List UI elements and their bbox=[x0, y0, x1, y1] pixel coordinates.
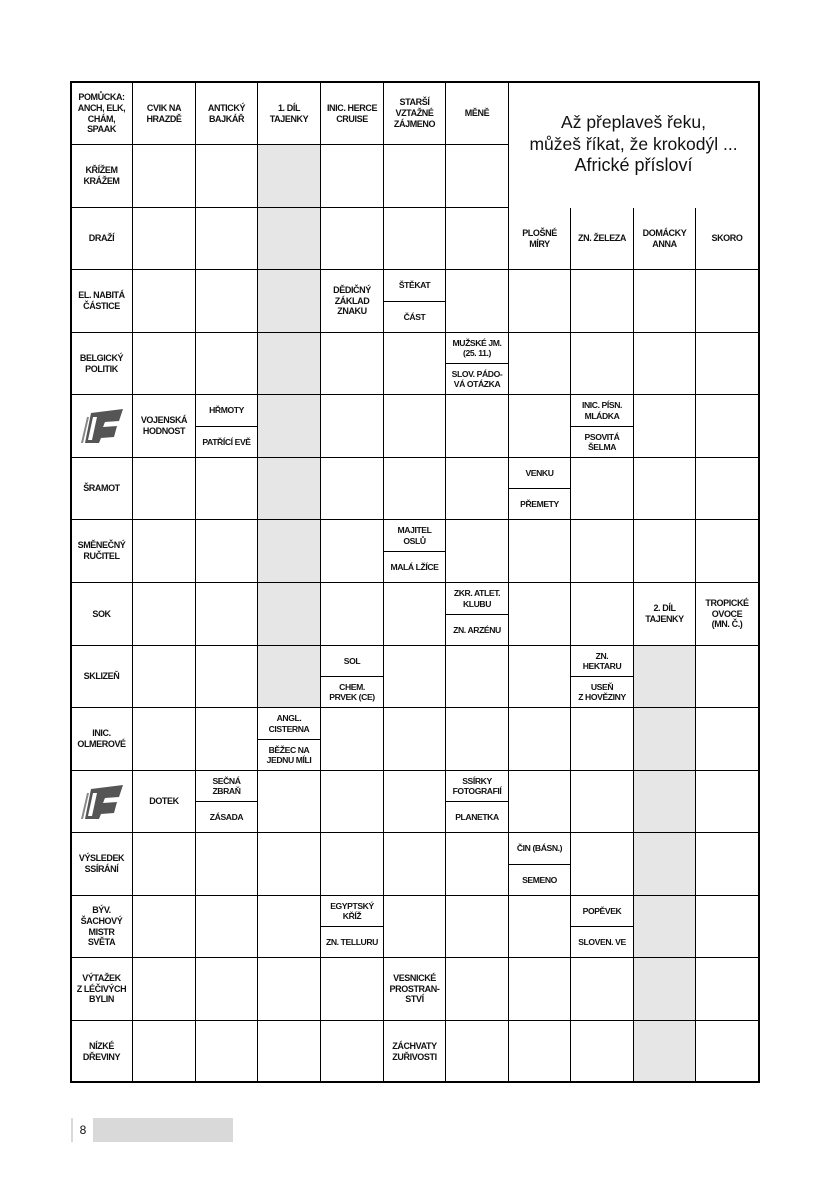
answer-cell[interactable] bbox=[446, 458, 509, 520]
solution-cell-shaded[interactable] bbox=[258, 646, 321, 708]
solution-cell-shaded[interactable] bbox=[258, 395, 321, 458]
solution-cell-shaded[interactable] bbox=[634, 708, 696, 771]
clue-cell: VESNICKÉ PROSTRAN- STVÍ bbox=[384, 958, 446, 1021]
publisher-logo-icon bbox=[79, 783, 125, 821]
clue-cell-split: MAJITEL OSLŮ bbox=[384, 520, 446, 552]
answer-cell[interactable] bbox=[446, 896, 509, 958]
answer-cell[interactable] bbox=[509, 958, 571, 1021]
clue-cell: KŘÍŽEM KRÁŽEM bbox=[71, 145, 133, 208]
answer-cell[interactable] bbox=[321, 833, 384, 896]
answer-cell[interactable] bbox=[196, 896, 258, 958]
answer-cell[interactable] bbox=[509, 395, 571, 458]
clue-cell: SKORO bbox=[696, 208, 759, 270]
solution-cell-shaded[interactable] bbox=[634, 771, 696, 833]
answer-cell[interactable] bbox=[321, 708, 384, 771]
solution-cell-shaded[interactable] bbox=[634, 1021, 696, 1083]
clue-cell: PLOŠNÉ MÍRY bbox=[509, 208, 571, 270]
solution-cell-shaded[interactable] bbox=[258, 333, 321, 395]
solution-cell-shaded[interactable] bbox=[634, 958, 696, 1021]
answer-cell[interactable] bbox=[509, 583, 571, 646]
answer-cell[interactable] bbox=[258, 1021, 321, 1083]
answer-cell[interactable] bbox=[634, 270, 696, 333]
answer-cell[interactable] bbox=[384, 208, 446, 270]
answer-cell[interactable] bbox=[196, 646, 258, 708]
answer-cell[interactable] bbox=[133, 583, 196, 646]
answer-cell[interactable] bbox=[133, 458, 196, 520]
clue-cell-split: SEČNÁ ZBRAŇ bbox=[196, 771, 258, 802]
answer-cell[interactable] bbox=[196, 145, 258, 208]
quote-line-2: můžeš říkat, že krokodýl ... bbox=[529, 133, 738, 154]
clue-cell-split: ZN. HEKTARU bbox=[571, 646, 634, 677]
answer-cell[interactable] bbox=[321, 208, 384, 270]
solution-cell-shaded[interactable] bbox=[258, 145, 321, 208]
clue-cell-split: MUŽSKÉ JM. (25. 11.) bbox=[446, 333, 509, 364]
clue-cell: 1. DÍL TAJENKY bbox=[258, 83, 321, 145]
answer-cell[interactable] bbox=[384, 395, 446, 458]
answer-cell[interactable] bbox=[321, 395, 384, 458]
clue-cell: DRAŽÍ bbox=[71, 208, 133, 270]
answer-cell[interactable] bbox=[258, 896, 321, 958]
clue-cell-split: PATŘÍCÍ EVĚ bbox=[196, 427, 258, 458]
clue-cell-split: BĚŽEC NA JEDNU MÍLI bbox=[258, 740, 321, 771]
clue-cell: VÝTAŽEK Z LÉČIVÝCH BYLIN bbox=[71, 958, 133, 1021]
answer-cell[interactable] bbox=[384, 458, 446, 520]
clue-cell: INIC. HERCE CRUISE bbox=[321, 83, 384, 145]
clue-cell: INIC. OLMEROVÉ bbox=[71, 708, 133, 771]
clue-cell: ZÁCHVATY ZUŘIVOSTI bbox=[384, 1021, 446, 1083]
clue-cell: TROPICKÉ OVOCE (MN. Č.) bbox=[696, 583, 759, 646]
answer-cell[interactable] bbox=[384, 333, 446, 395]
clue-cell-split: SSÍRKY FOTOGRAFIÍ bbox=[446, 771, 509, 802]
answer-cell[interactable] bbox=[571, 1021, 634, 1083]
answer-cell[interactable] bbox=[696, 520, 759, 583]
answer-cell[interactable] bbox=[321, 458, 384, 520]
answer-cell[interactable] bbox=[133, 646, 196, 708]
answer-cell[interactable] bbox=[133, 708, 196, 771]
clue-cell-split: ANGL. CISTERNA bbox=[258, 708, 321, 740]
clue-cell-split: ŠTĚKAT bbox=[384, 270, 446, 302]
answer-cell[interactable] bbox=[133, 270, 196, 333]
answer-cell[interactable] bbox=[696, 958, 759, 1021]
answer-cell[interactable] bbox=[571, 833, 634, 896]
answer-cell[interactable] bbox=[133, 958, 196, 1021]
answer-cell[interactable] bbox=[446, 833, 509, 896]
solution-cell-shaded[interactable] bbox=[634, 833, 696, 896]
answer-cell[interactable] bbox=[446, 708, 509, 771]
clue-cell-split: SEMENO bbox=[509, 865, 571, 896]
clue-cell: VÝSLEDEK SSÍRÁNÍ bbox=[71, 833, 133, 896]
clue-cell-split: SLOV. PÁDO- VÁ OTÁZKA bbox=[446, 364, 509, 395]
clue-cell: DOTEK bbox=[133, 771, 196, 833]
answer-cell[interactable] bbox=[258, 958, 321, 1021]
clue-cell-split: HŘMOTY bbox=[196, 395, 258, 427]
solution-cell-shaded[interactable] bbox=[634, 646, 696, 708]
clue-cell: DOMÁCKY ANNA bbox=[634, 208, 696, 270]
answer-cell[interactable] bbox=[196, 1021, 258, 1083]
clue-cell: EL. NABITÁ ČÁSTICE bbox=[71, 270, 133, 333]
solution-cell-shaded[interactable] bbox=[634, 896, 696, 958]
answer-cell[interactable] bbox=[446, 395, 509, 458]
answer-cell[interactable] bbox=[384, 145, 446, 208]
answer-cell[interactable] bbox=[571, 270, 634, 333]
answer-cell[interactable] bbox=[571, 958, 634, 1021]
answer-cell[interactable] bbox=[196, 458, 258, 520]
clue-cell-split: EGYPTSKÝ KŘÍŽ bbox=[321, 896, 384, 927]
answer-cell[interactable] bbox=[634, 333, 696, 395]
solution-cell-shaded[interactable] bbox=[258, 208, 321, 270]
clue-cell-split: PŘEMETY bbox=[509, 489, 571, 520]
answer-cell[interactable] bbox=[133, 1021, 196, 1083]
clue-cell-split: PSOVITÁ ŠELMA bbox=[571, 427, 634, 458]
clue-cell-split: USEŇ Z HOVĚZINY bbox=[571, 677, 634, 708]
answer-cell[interactable] bbox=[696, 833, 759, 896]
answer-cell[interactable] bbox=[509, 771, 571, 833]
logo-cell bbox=[71, 771, 133, 833]
answer-cell[interactable] bbox=[696, 896, 759, 958]
answer-cell[interactable] bbox=[196, 520, 258, 583]
clue-cell-split: PLANETKA bbox=[446, 802, 509, 833]
quote-attribution: Africké přísloví bbox=[574, 154, 693, 175]
answer-cell[interactable] bbox=[634, 395, 696, 458]
answer-cell[interactable] bbox=[133, 833, 196, 896]
answer-cell[interactable] bbox=[133, 208, 196, 270]
answer-cell[interactable] bbox=[571, 771, 634, 833]
answer-cell[interactable] bbox=[446, 958, 509, 1021]
answer-cell[interactable] bbox=[196, 708, 258, 771]
answer-cell[interactable] bbox=[196, 333, 258, 395]
answer-cell[interactable] bbox=[384, 708, 446, 771]
answer-cell[interactable] bbox=[384, 771, 446, 833]
answer-cell[interactable] bbox=[696, 458, 759, 520]
answer-cell[interactable] bbox=[571, 458, 634, 520]
answer-cell[interactable] bbox=[384, 833, 446, 896]
page-number: 8 bbox=[73, 1118, 93, 1142]
answer-cell[interactable] bbox=[696, 646, 759, 708]
answer-cell[interactable] bbox=[258, 771, 321, 833]
clue-cell-split: CHEM. PRVEK (CE) bbox=[321, 677, 384, 708]
answer-cell[interactable] bbox=[384, 583, 446, 646]
answer-cell[interactable] bbox=[446, 1021, 509, 1083]
answer-cell[interactable] bbox=[446, 270, 509, 333]
clue-cell: VOJENSKÁ HODNOST bbox=[133, 395, 196, 458]
clue-cell: SMĚNEČNÝ RUČITEL bbox=[71, 520, 133, 583]
answer-cell[interactable] bbox=[571, 708, 634, 771]
answer-cell[interactable] bbox=[696, 771, 759, 833]
clue-cell: ANTICKÝ BAJKÁŘ bbox=[196, 83, 258, 145]
answer-cell[interactable] bbox=[571, 333, 634, 395]
clue-cell: BÝV. ŠACHOVÝ MISTR SVĚTA bbox=[71, 896, 133, 958]
answer-cell[interactable] bbox=[696, 395, 759, 458]
clue-cell-split: ČÁST bbox=[384, 302, 446, 333]
clue-cell: DĚDIČNÝ ZÁKLAD ZNAKU bbox=[321, 270, 384, 333]
clue-cell-split: INIC. PÍSN. MLÁDKA bbox=[571, 395, 634, 427]
answer-cell[interactable] bbox=[384, 646, 446, 708]
clue-cell: NÍZKÉ DŘEVINY bbox=[71, 1021, 133, 1083]
answer-cell[interactable] bbox=[446, 208, 509, 270]
logo-cell bbox=[71, 395, 133, 458]
answer-cell[interactable] bbox=[634, 458, 696, 520]
answer-cell[interactable] bbox=[696, 708, 759, 771]
quote-line-1: Až přeplaveš řeku, bbox=[561, 112, 706, 133]
quote-box bbox=[509, 83, 758, 206]
answer-cell[interactable] bbox=[509, 1021, 571, 1083]
page-footer-bar bbox=[71, 1118, 233, 1142]
clue-cell-split: ZN. ARZÉNU bbox=[446, 615, 509, 646]
clue-cell-split: ČIN (BÁSN.) bbox=[509, 833, 571, 865]
answer-cell[interactable] bbox=[196, 583, 258, 646]
answer-cell[interactable] bbox=[509, 708, 571, 771]
answer-cell[interactable] bbox=[509, 270, 571, 333]
answer-cell[interactable] bbox=[196, 833, 258, 896]
answer-cell[interactable] bbox=[509, 646, 571, 708]
answer-cell[interactable] bbox=[384, 896, 446, 958]
clue-cell: BELGICKÝ POLITIK bbox=[71, 333, 133, 395]
clue-cell: MĚNĚ bbox=[446, 83, 509, 145]
answer-cell[interactable] bbox=[571, 583, 634, 646]
answer-cell[interactable] bbox=[446, 646, 509, 708]
clue-cell-split: ZN. TELLURU bbox=[321, 927, 384, 958]
clue-cell: STARŠÍ VZTAŽNÉ ZÁJMENO bbox=[384, 83, 446, 145]
answer-cell[interactable] bbox=[509, 896, 571, 958]
answer-cell[interactable] bbox=[321, 583, 384, 646]
answer-cell[interactable] bbox=[133, 520, 196, 583]
answer-cell[interactable] bbox=[321, 771, 384, 833]
clue-cell: CVIK NA HRAZDĚ bbox=[133, 83, 196, 145]
clue-cell-split: SLOVEN. VE bbox=[571, 927, 634, 958]
answer-cell[interactable] bbox=[696, 1021, 759, 1083]
solution-cell-shaded[interactable] bbox=[258, 270, 321, 333]
answer-cell[interactable] bbox=[321, 145, 384, 208]
answer-cell[interactable] bbox=[258, 833, 321, 896]
answer-cell[interactable] bbox=[696, 333, 759, 395]
answer-cell[interactable] bbox=[634, 520, 696, 583]
answer-cell[interactable] bbox=[321, 520, 384, 583]
answer-cell[interactable] bbox=[196, 270, 258, 333]
answer-cell[interactable] bbox=[321, 333, 384, 395]
answer-cell[interactable] bbox=[133, 333, 196, 395]
clue-cell: POMŮCKA: ANCH, ELK, CHÁM, SPAAK bbox=[71, 83, 133, 145]
clue-cell-split: POPĚVEK bbox=[571, 896, 634, 927]
answer-cell[interactable] bbox=[321, 1021, 384, 1083]
clue-cell-split: ZÁSADA bbox=[196, 802, 258, 833]
solution-cell-shaded[interactable] bbox=[258, 458, 321, 520]
clue-cell-split: SOL bbox=[321, 646, 384, 677]
solution-cell-shaded[interactable] bbox=[258, 583, 321, 646]
answer-cell[interactable] bbox=[509, 520, 571, 583]
answer-cell[interactable] bbox=[133, 896, 196, 958]
clue-cell: ŠRAMOT bbox=[71, 458, 133, 520]
answer-cell[interactable] bbox=[133, 145, 196, 208]
clue-cell-split: ZKR. ATLET. KLUBU bbox=[446, 583, 509, 615]
answer-cell[interactable] bbox=[509, 333, 571, 395]
clue-cell-split: MALÁ LŽÍCE bbox=[384, 552, 446, 583]
answer-cell[interactable] bbox=[446, 145, 509, 208]
solution-cell-shaded[interactable] bbox=[258, 520, 321, 583]
answer-cell[interactable] bbox=[571, 520, 634, 583]
clue-cell: SOK bbox=[71, 583, 133, 646]
clue-cell: 2. DÍL TAJENKY bbox=[634, 583, 696, 646]
clue-cell: SKLIZEŇ bbox=[71, 646, 133, 708]
publisher-logo-icon bbox=[79, 407, 125, 445]
answer-cell[interactable] bbox=[321, 958, 384, 1021]
answer-cell[interactable] bbox=[446, 520, 509, 583]
answer-cell[interactable] bbox=[196, 958, 258, 1021]
clue-cell: ZN. ŽELEZA bbox=[571, 208, 634, 270]
answer-cell[interactable] bbox=[196, 208, 258, 270]
clue-cell-split: VENKU bbox=[509, 458, 571, 489]
answer-cell[interactable] bbox=[696, 270, 759, 333]
